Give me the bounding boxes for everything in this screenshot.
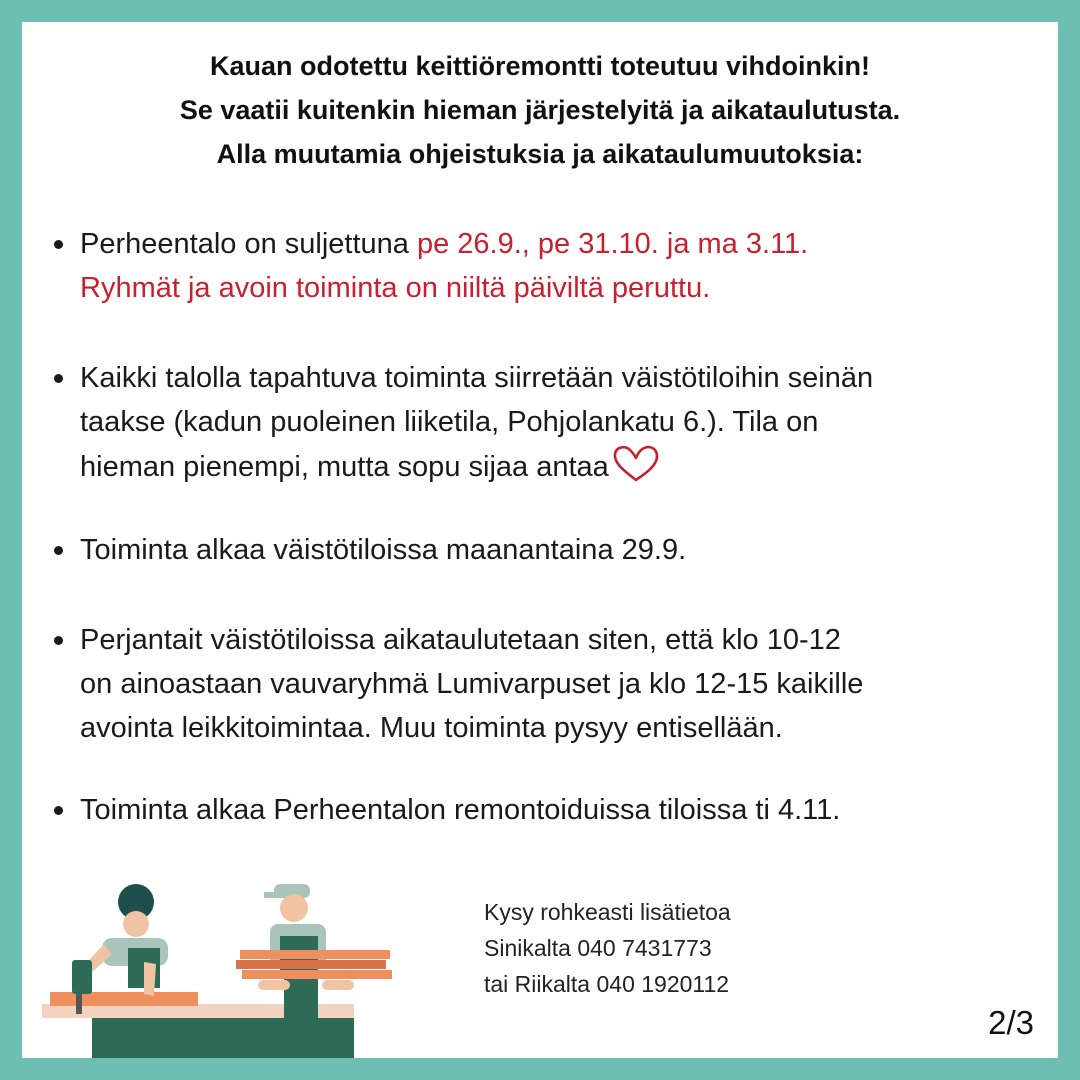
- friday-line-1: Perjantait väistötiloissa aikataulutetaan siten, että klo 10-12: [80, 624, 841, 656]
- intro-line-1: Kauan odotettu keittiöremontti toteutuu vihdoinkin!: [210, 51, 870, 81]
- intro-heading: [22, 44, 1058, 176]
- friday-line-3: avointa leikkitoimintaa. Muu toiminta pysyy entisellään.: [80, 712, 783, 744]
- heart-icon: [611, 444, 661, 484]
- contact-line-1: Kysy rohkeasti lisätietoa: [484, 899, 731, 925]
- bullet-friday-schedule: [50, 618, 863, 750]
- contact-info: [484, 894, 731, 1002]
- contact-line-2: Sinikalta 040 7431773: [484, 935, 712, 961]
- closure-cancelled: Ryhmät ja avoin toiminta on niiltä päiviltä peruttu.: [80, 272, 711, 304]
- bullet-start-date: [50, 528, 686, 572]
- contact-line-3: tai Riikalta 040 1920112: [484, 971, 730, 997]
- return-text: Toiminta alkaa Perheentalon remontoiduissa tiloissa ti 4.11.: [80, 794, 841, 826]
- bullet-closure-dates: [50, 222, 808, 310]
- bullet-renovated-return: [50, 788, 840, 832]
- start-date-text: Toiminta alkaa väistötiloissa maanantaina 29.9.: [80, 534, 687, 566]
- page-indicator: 2/3: [988, 1004, 1034, 1041]
- premises-line-2: taakse (kadun puoleinen liiketila, Pohjolankatu 6.). Tila on: [80, 406, 819, 438]
- intro-line-3: Alla muutamia ohjeistuksia ja aikataulumuutoksia:: [216, 139, 864, 169]
- premises-line-3: hieman pienempi, mutta sopu sijaa antaa: [80, 451, 609, 483]
- bullet-temporary-premises: [50, 356, 873, 489]
- friday-line-2: on ainoastaan vauvaryhmä Lumivarpuset ja klo 12-15 kaikille: [80, 668, 864, 700]
- closure-dates: pe 26.9., pe 31.10. ja ma 3.11.: [416, 228, 809, 260]
- premises-line-1: Kaikki talolla tapahtuva toiminta siirretään väistötiloihin seinän: [80, 362, 874, 394]
- workers-illustration: [32, 852, 392, 1058]
- poster: [22, 22, 1058, 1058]
- closure-text: Perheentalo on suljettuna: [80, 228, 417, 260]
- intro-line-2: Se vaatii kuitenkin hieman järjestelyitä ja aikataulutusta.: [179, 95, 901, 125]
